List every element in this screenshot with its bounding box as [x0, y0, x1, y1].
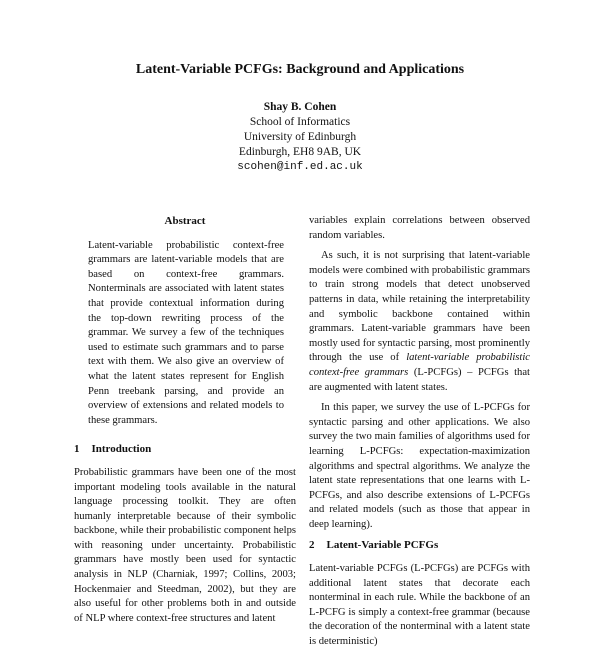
- section-heading-latent-variable-pcfgs: [309, 538, 530, 553]
- abstract-text: Latent-variable probabilistic context-free grammars are latent-variable models that are based on context-free grammars. Nonterminals are associated with latent states that provide contextual information during the top-down rewriting process of the grammar. We survey a few of the techniques used to estimate such grammars and to parse text with them. We also give an overview of what the latent states represent for English Penn treebank parsing, and provide an overview of extensions and related models to these grammars.: [88, 239, 284, 426]
- section-number: 1: [74, 443, 80, 456]
- abstract-heading: Abstract: [164, 215, 206, 227]
- section-title: Latent-Variable PCFGs: [326, 539, 439, 552]
- affiliation-line: School of Informatics: [249, 116, 351, 128]
- author-email: scohen@inf.ed.ac.uk: [237, 161, 363, 173]
- section-number: 2: [309, 539, 315, 552]
- affiliation-line: Edinburgh, EH8 9AB, UK: [238, 146, 362, 158]
- left-column: [74, 214, 296, 632]
- section-heading-introduction: [74, 442, 296, 457]
- paragraph-text: (L-PCFGs) – PCFGs that are augmented with latent states.: [309, 366, 531, 393]
- introduction-paragraph-3: In this paper, we survey the use of L-PCFGs for syntactic parsing and other applications. We also survey the two main families of algorithms used for learning L-PCFGs: expectation-maximization algorithms and spectral algorithms. We analyze the latent state representations that one learns with L-PCFGs, and also describe extensions of L-PCFGs and related models (such as those that appear in deep learning).: [309, 402, 530, 530]
- right-column: [309, 214, 530, 656]
- paragraph-text: As such, it is not surprising that latent-variable models were combined with probabilistic grammars to train strong models that detect unobserved patterns in data, while retaining the interpretability and symbolic backbone contained within grammars. Latent-variable grammars have been mostly used for syntactic parsing, most prominently through the use of: [309, 250, 530, 364]
- author-block: [0, 100, 600, 175]
- introduction-paragraph-2: [309, 249, 530, 395]
- paper-title: Latent-Variable PCFGs: Background and Applications: [135, 62, 465, 77]
- author-name: Shay B. Cohen: [263, 101, 337, 113]
- section-title: Introduction: [91, 443, 152, 456]
- italic-term: latent-variable probabilistic context-free grammars: [309, 352, 530, 378]
- introduction-paragraph-1: Probabilistic grammars have been one of the most important modeling tools available in the natural language processing toolkit. They are often humanly interpretable because of their symbolic backbone, while their probabilistic component helps with reasoning under uncertainty. Probabilistic grammars have mostly been used for syntactic analysis in NLP (Charniak, 1997; Collins, 2003; Hockenmaier and Steedman, 2002), but they are also useful for other problems both in and outside of NLP where context-free structures and latent: [74, 466, 296, 624]
- section-2-paragraph-1: Latent-variable PCFGs (L-PCFGs) are PCFGs with additional latent states that decorate each nonterminal in each rule. While the backbone of an L-PCFG is simply a context-free grammar (because the decoration of the nonterminal with a latent state is deterministic): [309, 563, 530, 648]
- introduction-continuation: variables explain correlations between observed random variables.: [309, 215, 530, 241]
- affiliation-line: University of Edinburgh: [243, 131, 357, 143]
